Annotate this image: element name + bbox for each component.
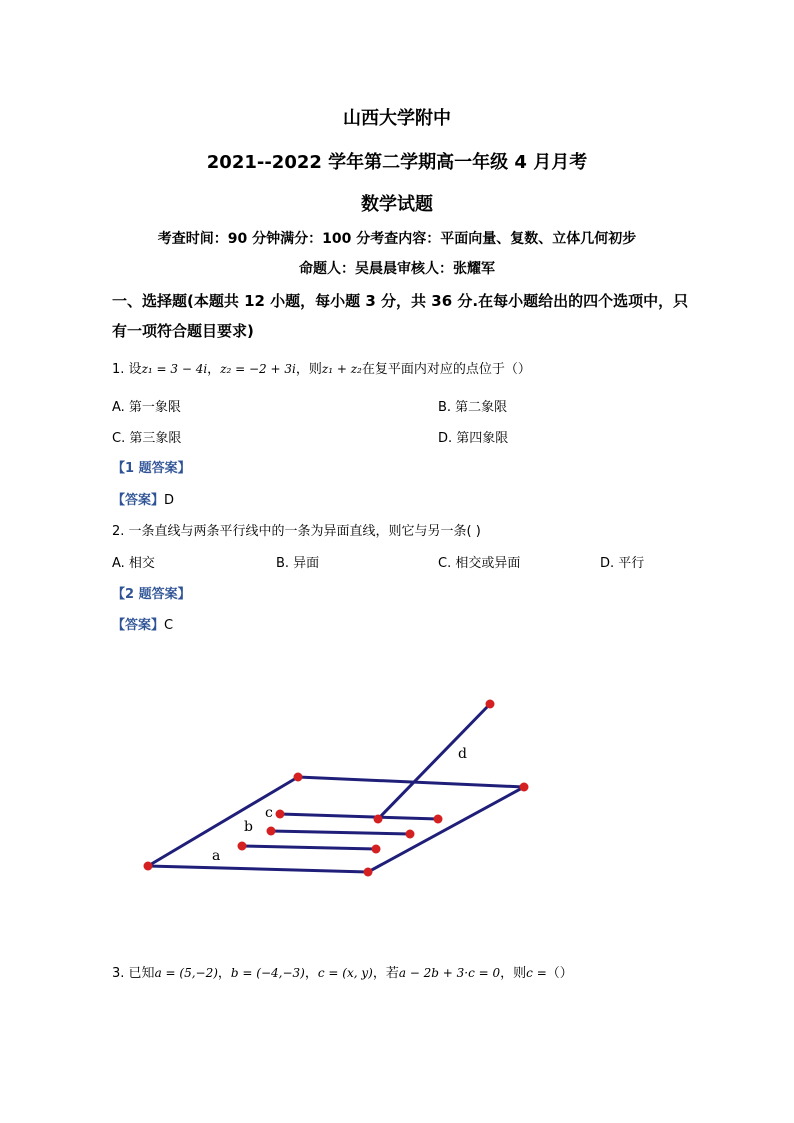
plane-vertex — [294, 773, 303, 782]
line-d-foot — [374, 815, 383, 824]
question-1 — [112, 358, 531, 377]
separator: ， — [304, 966, 318, 981]
math-sum: z₁ + z₂ — [321, 362, 362, 376]
math-vector-b: b = (−4,−3) — [230, 966, 305, 980]
option-a: A. 相交 — [112, 556, 155, 571]
math-vector-a: a = (5,−2) — [154, 966, 218, 980]
line-a — [242, 846, 376, 849]
subject-title: 数学试题 — [361, 194, 433, 215]
plane-edge-bottom — [148, 866, 368, 872]
question-text: ，则 — [500, 966, 527, 981]
plane-vertex — [364, 868, 373, 877]
question-3 — [112, 962, 573, 981]
option-d: D. 平行 — [600, 556, 645, 571]
question-number: 3. — [112, 966, 125, 981]
option-b: B. 异面 — [276, 556, 320, 571]
line-d-endpoint — [486, 700, 495, 709]
separator: ， — [217, 966, 231, 981]
answer-tag: 【答案】 — [112, 618, 165, 633]
question-text: 在复平面内对应的点位于（） — [361, 362, 531, 377]
label-c: c — [265, 805, 273, 821]
option-c: C. 相交或异面 — [438, 556, 521, 571]
line-a-endpoint — [372, 845, 381, 854]
section-heading-line2: 有一项符合题目要求) — [112, 322, 254, 340]
line-b-endpoint — [406, 830, 415, 839]
question-text: ，则 — [295, 362, 322, 377]
label-b: b — [244, 819, 253, 835]
option-b: B. 第二象限 — [438, 400, 508, 415]
label-d: d — [458, 746, 467, 762]
line-b — [271, 831, 410, 834]
option-a: A. 第一象限 — [112, 400, 181, 415]
school-name: 山西大学附中 — [343, 108, 451, 129]
math-vector-c: c = (x, y) — [317, 966, 373, 980]
line-b-endpoint — [267, 827, 276, 836]
answer-heading-1: 【1 题答案】 — [112, 461, 191, 476]
question-text: 设 — [128, 362, 142, 377]
exam-info: 考查时间：90 分钟满分：100 分考查内容：平面向量、复数、立体几何初步 — [157, 231, 637, 247]
math-z2: z₂ = −2 + 3i — [220, 362, 296, 376]
line-c-endpoint — [276, 810, 285, 819]
exam-title: 2021--2022 学年第二学期高一年级 4 月月考 — [206, 152, 588, 173]
plane-edge-left — [148, 777, 298, 866]
math-ask: c = — [526, 966, 547, 980]
option-c: C. 第三象限 — [112, 431, 182, 446]
question-text: ，若 — [372, 966, 399, 981]
question-text: 已知 — [128, 966, 155, 981]
geometry-figure — [130, 690, 550, 890]
line-c-endpoint — [434, 815, 443, 824]
plane-vertex — [144, 862, 153, 871]
answer-value: C — [164, 618, 174, 633]
answer-heading-2: 【2 题答案】 — [112, 587, 191, 602]
answer-value: D — [164, 493, 175, 508]
question-2: 2. 一条直线与两条平行线中的一条为异面直线，则它与另一条( ) — [112, 524, 481, 539]
question-number: 1. — [112, 362, 125, 377]
question-text: （） — [546, 966, 573, 981]
separator: ， — [207, 362, 221, 377]
answer-1 — [112, 489, 174, 508]
option-d: D. 第四象限 — [438, 431, 509, 446]
math-z1: z₁ = 3 − 4i — [141, 362, 208, 376]
answer-tag: 【答案】 — [112, 493, 165, 508]
author-info: 命题人：吴晨晨审核人：张耀军 — [299, 261, 495, 277]
answer-2 — [112, 614, 173, 633]
line-a-endpoint — [238, 842, 247, 851]
plane-edge-right — [368, 787, 524, 872]
math-condition: a − 2b + 3·c = 0 — [398, 966, 501, 980]
label-a: a — [212, 848, 221, 864]
section-heading-line1: 一、选择题(本题共 12 小题，每小题 3 分，共 36 分.在每小题给出的四个选项中，只 — [112, 292, 689, 310]
plane-vertex — [520, 783, 529, 792]
line-d — [378, 704, 490, 819]
line-c — [280, 814, 438, 819]
